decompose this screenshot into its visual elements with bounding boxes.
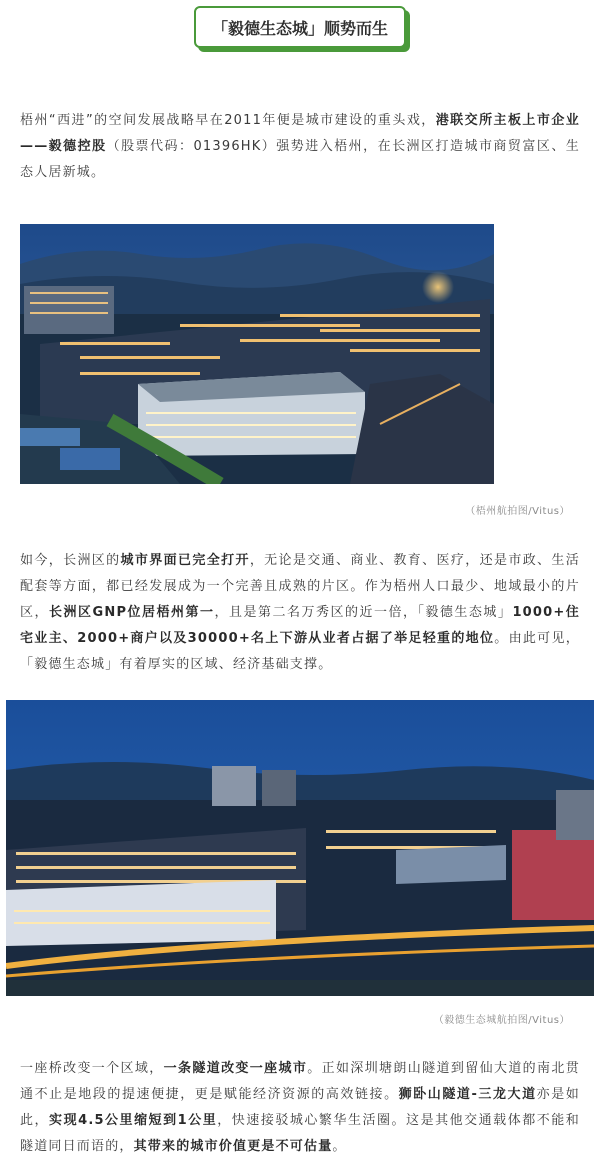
text-span: 。由此可见，「毅德生态城」有着厚实的区域、经济基础支撑。	[20, 631, 580, 672]
text-span: ，且是第二名万秀区的近一倍，「毅德生态城」	[214, 605, 513, 620]
bold-text: 狮卧山隧道-三龙大道	[398, 1087, 537, 1102]
bold-text: 其带来的城市价值更是不可估量	[133, 1139, 333, 1154]
section-title-text: 「毅德生态城」顺势而生	[194, 6, 406, 48]
bold-text: 港联交所主板上市企业——毅德控股	[20, 113, 580, 154]
text-span: 亦是如此，	[20, 1087, 580, 1128]
photo-caption: （毅德生态城航拍图/Vitus）	[433, 1015, 570, 1026]
text-span: 如今，长洲区的	[20, 553, 121, 568]
photo-yide-night	[6, 700, 594, 996]
aerial-photo-wuzhou	[20, 224, 494, 484]
photo-caption: （梧州航拍图/Vitus）	[465, 506, 570, 517]
bold-text: 城市界面已完全打开	[120, 553, 250, 568]
bold-text: 一条隧道改变一座城市	[163, 1061, 308, 1076]
paragraph-tunnel	[20, 1056, 580, 1160]
bold-text: 1000+住宅业主、2000+商户以及30000+名上下游从业者占据了举足轻重的地位	[20, 605, 581, 646]
text-span: ，快速接驳城心繁华生活圈。这是其他交通载体都不能和隧道同日而语的，	[20, 1113, 580, 1154]
text-span: 一座桥改变一个区域，	[20, 1061, 164, 1076]
photo-wuzhou-night	[20, 224, 494, 484]
section-title	[0, 6, 600, 58]
bold-text: 实现4.5公里缩短到1公里	[49, 1113, 218, 1128]
text-span: （股票代码：01396HK）强势进入梧州，在长洲区打造城市商贸富区、生态人居新城。	[20, 139, 581, 180]
text-span: 梧州“西进”的空间发展战略早在2011年便是城市建设的重头戏，	[20, 113, 436, 128]
text-span: 。正如深圳塘朗山隧道到留仙大道的南北贯通不止是地段的提速便捷，更是赋能经济资源的高效链接。	[20, 1061, 580, 1102]
text-span: ，无论是交通、商业、教育、医疗，还是市政、生活配套等方面，都已经发展成为一个完善且成熟的片区。作为梧州人口最少、地域最小的片区，	[20, 553, 580, 620]
bold-text: 长洲区GNP位居梧州第一	[49, 605, 215, 620]
paragraph-intro	[20, 108, 580, 186]
paragraph-changzhou	[20, 548, 580, 678]
aerial-photo-yide	[6, 700, 594, 996]
text-span: 。	[332, 1139, 347, 1154]
